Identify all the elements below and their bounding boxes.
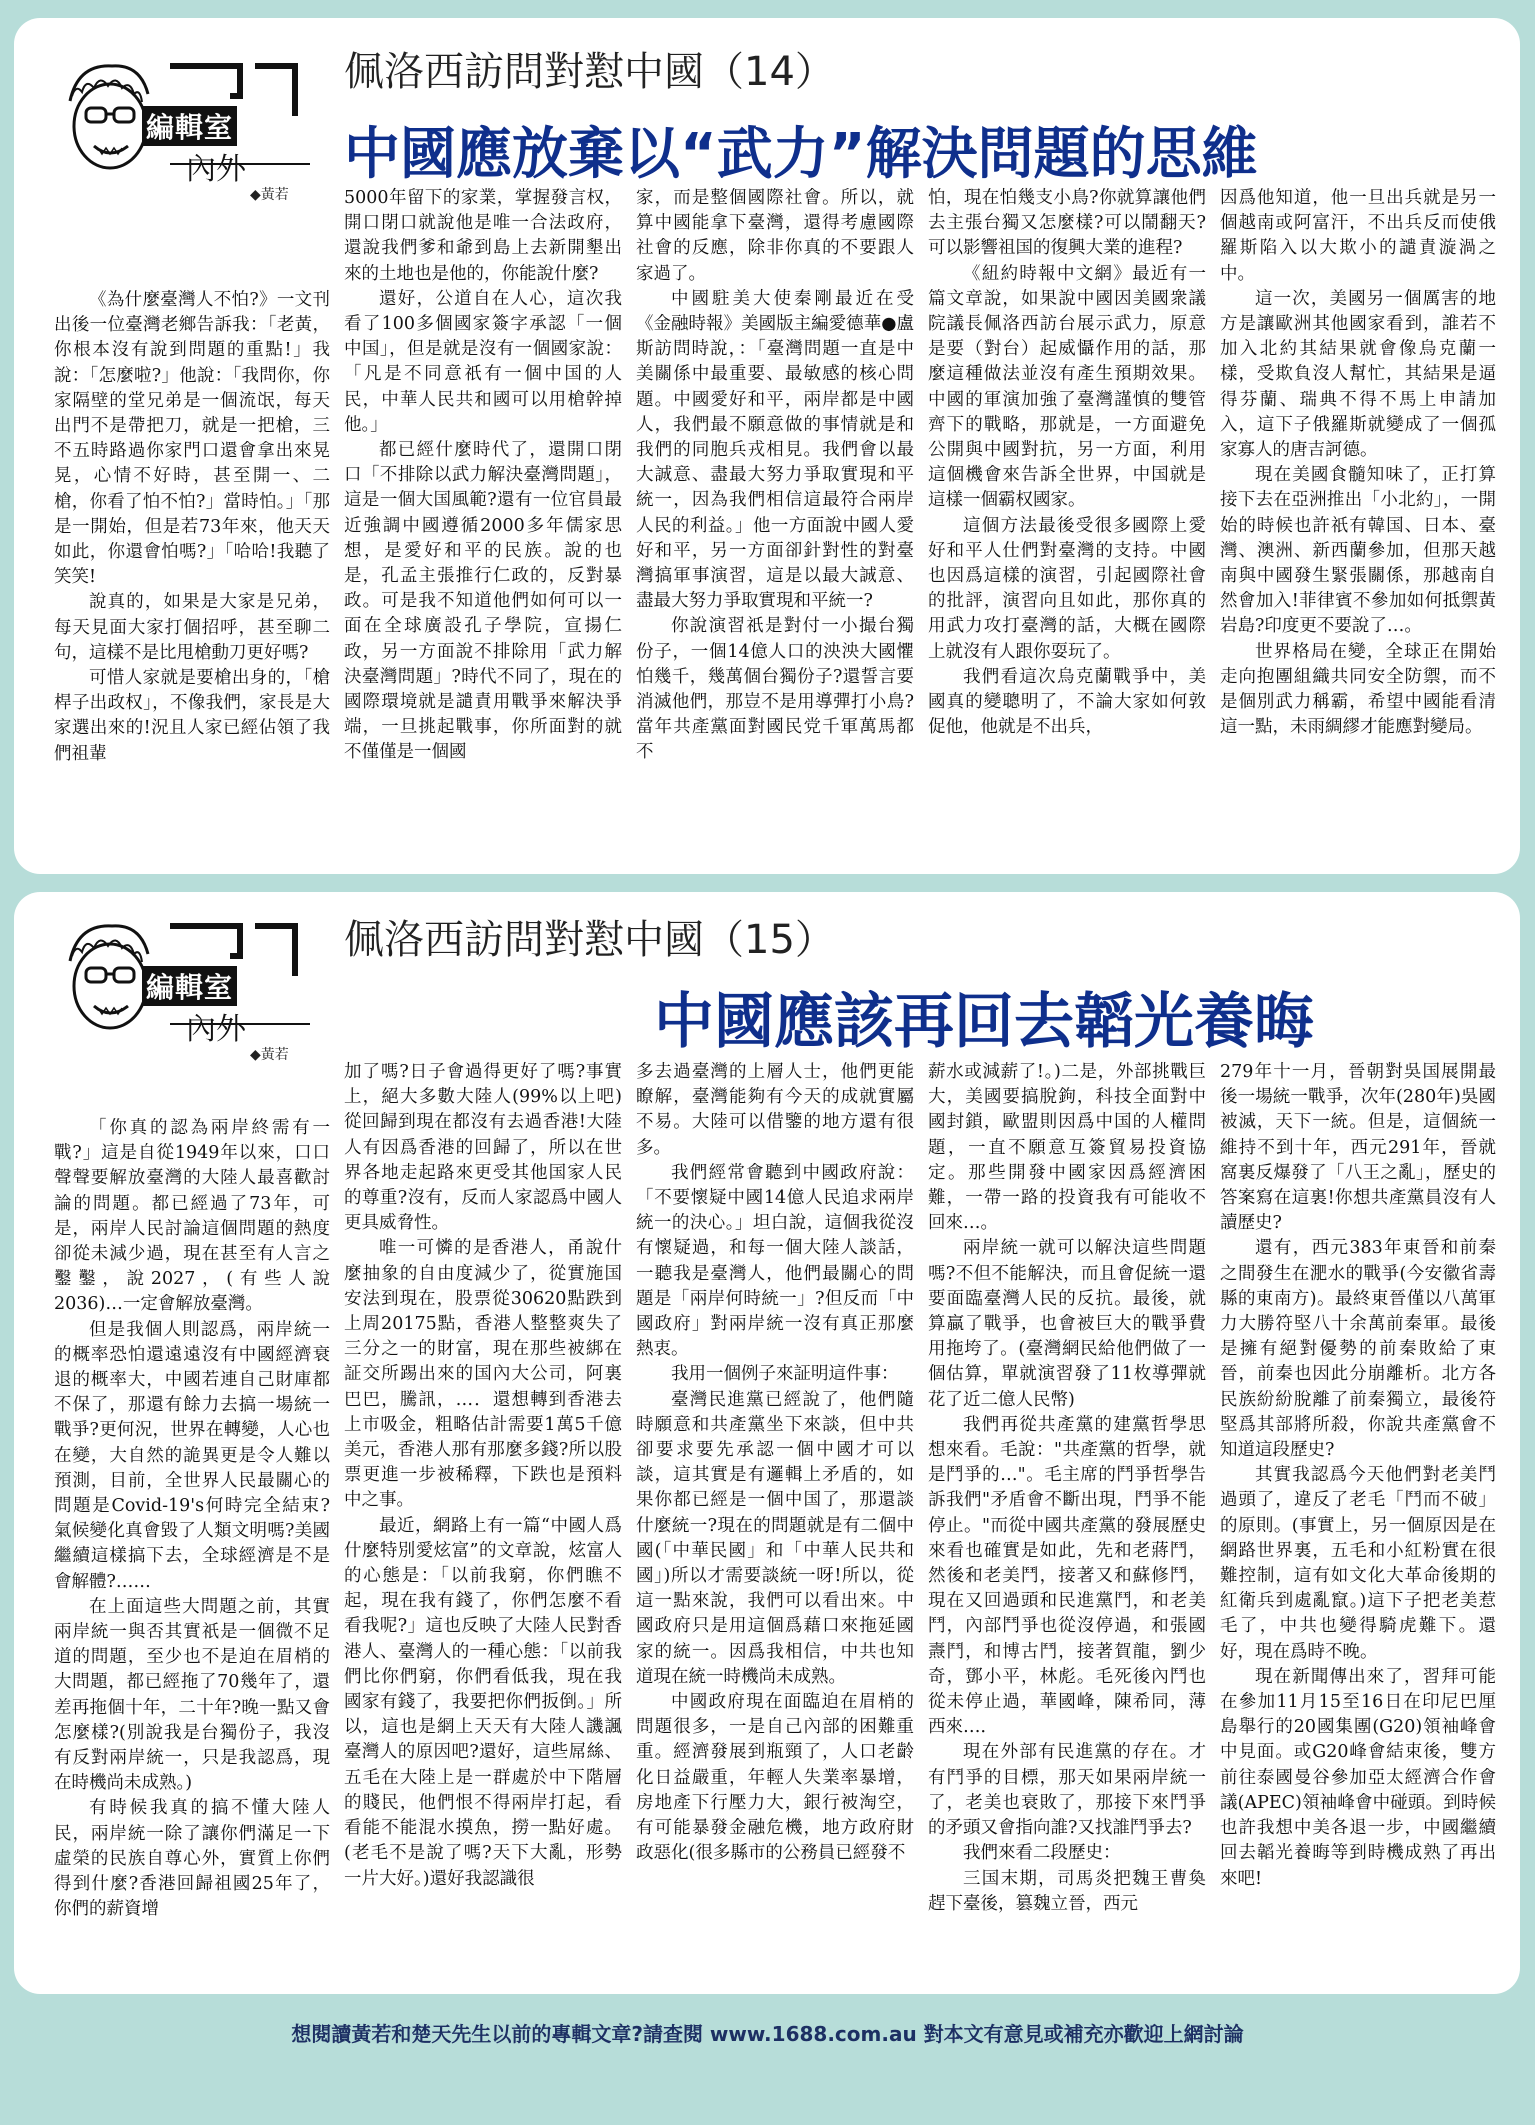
paragraph: 「你真的認為兩岸終需有一戰?」這是自從1949年以來，口口聲聲要解放臺灣的大陸人最喜歡討論的問題。都已經過了73年，可是，兩岸人民討論這個問題的熱度卻從未減少過，現在甚至有人言之鑿鑿，說2027，(有些人說2036)…一定會解放臺灣。 <box>54 1118 330 1315</box>
paragraph: 臺灣民進黨已經說了，他們隨時願意和共產黨坐下來談，但中共卻要求要先承認一個中國才可以談，這其實是有邏輯上矛盾的，如果你都已經是一個中国了，那還談什麼統一?現在的問題就是有二個中國(「中華民國」和「中華人民共和國」)所以才需要談統一呀!所以，從這一點來說，我們可以看出來。中國政府只是用這個爲藉口來拖延國家的統一。因爲我相信，中共也知道現在統一時機尚未成熟。 <box>636 1389 914 1687</box>
author-byline: ◆黃若 <box>250 187 289 203</box>
paragraph: 現在新聞傳出來了，習拜可能在參加11月15至16日在印尼巴厘島舉行的20國集團(G20)領袖峰會中見面。或G20峰會結束後，雙方前往泰國曼谷參加亞太經濟合作會議(APEC)領袖峰會中碰頭。到時候也許我想中美各退一步，中國繼續回去韜光養晦等到時機成熟了再出來吧! <box>1220 1666 1496 1889</box>
footer-notice: 想閱讀黃若和楚天先生以前的專輯文章?請查閱 www.1688.com.au 對本文有意見或補充亦歡迎上網討論 <box>291 2022 1244 2046</box>
section-label: 內外 <box>186 152 246 187</box>
paragraph: 說真的，如果是大家是兄弟，每天見面大家打個招呼，甚至聊二句，這樣不是比甩槍動刀更好嗎? <box>54 592 330 663</box>
headline: 中國應該再回去韜光養晦 <box>654 987 1314 1057</box>
series-title: 佩洛西訪問對懟中國（15） <box>344 917 835 963</box>
paragraph: 都已經什麼時代了，還開口閉口「不排除以武力解決臺灣問題」，這是一個大国風範?還有一位官員最近強調中國遵循2000多年儒家思想，是愛好和平的民族。說的也是，孔孟主張推行仁政的，反對暴政。可是我不知道他們如何可以一面在全球廣設孔子學院，宣揚仁政，另一方面說不排除用「武力解決臺灣問題」?時代不同了，現在的國際環境就是譴責用戰爭來解決爭端，一旦挑起戰事，你所面對的就不僅僅是一個國 <box>344 440 622 763</box>
paragraph: 在上面這些大問題之前，其實兩岸統一與否其實祇是一個微不足道的問題，至少也不是迫在眉梢的大問題，都已經拖了70幾年了，還差再拖個十年，二十年?晚一點又會怎麼樣?(別說我是台獨份子，我沒有反對兩岸統一，只是我認爲，現在時機尚未成熟。) <box>54 1596 330 1794</box>
article-column-1 <box>54 1116 330 1982</box>
paragraph: 現在外部有民進黨的存在。才有鬥爭的目標，那天如果兩岸統一了，老美也衰敗了，那接下來鬥爭的矛頭又會指向誰?又找誰鬥爭去? <box>928 1742 1206 1839</box>
paragraph: 這一次，美國另一個厲害的地方是讓歐洲其他國家看到，誰若不加入北約其結果就會像烏克蘭一樣，受欺負沒人幫忙，其結果是逼得芬蘭、瑞典不得不馬上申請加入，這下子俄羅斯就變成了一個孤家寡人的唐吉訶德。 <box>1220 288 1496 461</box>
series-title: 佩洛西訪問對懟中國（14） <box>344 49 835 95</box>
paragraph: 因爲他知道，他一旦出兵就是另一個越南或阿富汗，不出兵反而使俄羅斯陷入以大欺小的譴責漩渦之中。 <box>1220 188 1496 284</box>
article-column-2 <box>344 1060 622 1982</box>
paragraph: 現在美國食髓知味了，正打算接下去在亞洲推出「小北約」，一開始的時候也許祇有韓国、日本、臺灣、澳洲、新西蘭參加，但那天越南與中國發生緊張關係，那越南自然會加入!菲律賓不參加如何抵禦黃岩島?印度更不要說了…。 <box>1220 465 1496 637</box>
paragraph: 你說演習祇是對付一小撮台獨份子，一個14億人口的泱泱大國懼怕幾千，幾萬個台獨份子?還誓言要消滅他們，那豈不是用導彈打小鳥?當年共產黨面對國民党千軍萬馬都不 <box>636 616 914 763</box>
author-byline: ◆黃若 <box>250 1047 289 1063</box>
paragraph: 可惜人家就是要槍出身的，「槍桿子出政权」，不像我們，家長是大家選出來的!況且人家已經佔領了我們祖輩 <box>54 668 330 764</box>
paragraph: 5000年留下的家業，掌握發言权，開口閉口就說他是唯一合法政府，還說我們爹和爺到島上去新開墾出來的土地也是他的，你能說什麼? <box>344 188 622 284</box>
paragraph: 兩岸統一就可以解決這些問題嗎?不但不能解決，而且會促統一還要面臨臺灣人民的反抗。最後，就算贏了戰爭，也會被巨大的戰爭費用拖垮了。(臺灣網民給他們做了一個估算，單就演習發了11枚導彈就花了近二億人民幣) <box>928 1238 1206 1410</box>
paragraph: 唯一可憐的是香港人，甬說什麼抽象的自由度減少了，從實施国安法到現在，股票從30620點跌到上周20175點，香港人整整爽失了三分之一的財富，現在那些被綁在証交所踢出來的国內大公司，阿裏巴巴，騰訊，…．還想轉到香港去上市吸金，粗略估計需要1萬5千億美元，香港人那有那麼多錢?所以股票更進一步被稀釋，下跌也是預料中之事。 <box>344 1238 622 1511</box>
columnist-logo <box>50 46 350 203</box>
paragraph: 《紐約時報中文網》最近有一篇文章說，如果說中國因美國衆議院議長佩洛西訪台展示武力，原意是要（對台）起威懾作用的話，那麼這種做法並沒有產生預期效果。中國的軍演加強了臺灣謹慎的雙管齊下的戰略，那就是，一方面避免公開與中國對抗，另一方面，利用這個機會來告訴全世界，中国就是這樣一個霸权國家。 <box>928 263 1206 511</box>
paragraph: 《為什麼臺灣人不怕?》一文刊出後一位臺灣老鄉告訴我：「老黃，你根本沒有說到問題的重點!」我說：「怎麼啦?」他說：「我問你，你家隔壁的堂兄弟是一個流氓，每天出門不是帶把刀，就是一把槍，三不五時路過你家門口還會拿出來晃晃，心情不好時，甚至開一、二槍，你看了怕不怕?」當時怕。」「那是一開始，但是若73年來，他天天如此，你還會怕嗎?」「哈哈!我聽了笑笑! <box>54 290 330 588</box>
article-column-5 <box>1220 186 1496 863</box>
headline: 中國應放棄以“武力”解決問題的思維 <box>344 122 1258 187</box>
article-panel-14 <box>14 18 1520 874</box>
page-footer <box>0 2000 1535 2125</box>
masthead-label: 編輯室 <box>142 106 237 146</box>
paragraph: 最近，網路上有一篇“中國人爲什麼特別愛炫富”的文章說，炫富人的心態是：「以前我窮，你們瞧不起，現在我有錢了，你們怎麼不看看我呢?」這也反映了大陸人民對香港人、臺灣人的一種心態：「以前我們比你們窮，你們看低我，現在我國家有錢了，我要把你們扳倒。」所以，這也是網上天天有大陸人譏諷臺灣人的原因吧?還好，這些屌絲、五毛在大陸上是一群處於中下階層的賤民，他們恨不得兩岸打起，看看能不能混水摸魚，撈一點好處。(老毛不是說了嗎?天下大亂，形勢一片大好。)還好我認識很 <box>344 1515 622 1889</box>
columnist-logo <box>50 906 350 1063</box>
paragraph: 但是我個人則認爲，兩岸統一的概率恐怕還遠遠沒有中國經濟衰退的概率大，中國若連自己財庫都不保了，那還有餘力去搞一場統一戰爭?更何況，世界在轉變，人心也在變，大自然的詭異更是令人難以預測，目前，全世界人民最關心的問題是Covid-19's何時完全結束?氣候變化真會毀了人類文明嗎?美國繼續這樣搞下去，全球經濟是不是會解體?…… <box>54 1319 330 1592</box>
paragraph: 279年十一月，晉朝對吳国展開最後一場統一戰爭，次年(280年)吳國被滅，天下一統。但是，這個統一維持不到十年，西元291年，晉就窩裏反爆發了「八王之亂」，歷史的答案寫在這裏!你想共產黨員沒有人讀歷史? <box>1220 1062 1496 1234</box>
paragraph: 中國駐美大使秦剛最近在受《金融時報》美國版主編愛德華●盧斯訪問時說，：「臺灣問題一直是中美關係中最重要、最敏感的核心問題。中國愛好和平，兩岸都是中國人，我們最不願意做的事情就是和我們的同胞兵戎相見。我們會以最大誠意、盡最大努力爭取實現和平統一，因為我們相信這最符合兩岸人民的利益。」他一方面說中國人愛好和平，另一方面卻針對性的對臺灣搞軍事演習，這是以最大誠意、盡最大努力爭取實現和平統一? <box>636 288 914 612</box>
article-column-4 <box>928 186 1206 863</box>
paragraph: 其實我認爲今天他們對老美鬥過頭了，違反了老毛「鬥而不破」的原則。(事實上，另一個原因是在網路世界裏，五毛和小紅粉實在很難控制，這有如文化大革命後期的紅衛兵到處亂竄。)這下子把老美惹毛了，中共也變得騎虎難下。還好，現在爲時不晚。 <box>1220 1465 1496 1662</box>
article-column-3 <box>636 1060 914 1982</box>
paragraph: 還有，西元383年東晉和前秦之間發生在淝水的戰爭(今安徽省壽縣的東南方)。最終東晉僅以八萬軍力大勝符堅八十余萬前秦軍。最後是擁有絕對優勢的前秦敗給了東晉，前秦也因此分崩離析。北方各民族紛紛脫離了前秦獨立，最後符堅爲其部將所殺，你說共產黨會不知道這段歷史? <box>1220 1238 1496 1461</box>
paragraph: 薪水或減薪了!。)二是，外部挑戰巨大，美國要搞脫鉤，科技全面對中國封鎖，歐盟則因爲中国的人權問題，一直不願意互簽貿易投資協定。那些開發中國家因爲經濟困難，一帶一路的投資我有可能收不回來…。 <box>928 1062 1206 1234</box>
article-column-2 <box>344 186 622 863</box>
paragraph: 加了嗎?日子會過得更好了嗎?事實上，絕大多數大陸人(99%以上吧)從回歸到現在都沒有去過香港!大陸人有因爲香港的回歸了，所以在世界各地走起路來更受其他国家人民的尊重?沒有，反而人家認爲中國人更具威脅性。 <box>344 1062 622 1234</box>
paragraph: 我們來看二段歷史： <box>963 1843 1121 1864</box>
paragraph: 我用一個例子來証明這件事： <box>671 1364 899 1385</box>
paragraph: 我們經常會聽到中國政府說：「不要懷疑中國14億人民追求兩岸統一的決心。」坦白說，這個我從沒有懷疑過，和每一個大陸人談話，一聽我是臺灣人，他們最關心的問題是「兩岸何時統一」?但反而「中國政府」對兩岸統一沒有真正那麼熱衷。 <box>636 1162 914 1360</box>
section-label: 內外 <box>186 1012 246 1047</box>
paragraph: 我們看這次烏克蘭戰爭中，美國真的變聰明了，不論大家如何敦促他，他就是不出兵， <box>928 666 1206 738</box>
paragraph: 怕，現在怕幾支小鳥?你就算讓他們去主張台獨又怎麼樣?可以鬧翻天?可以影響祖国的復興大業的進程? <box>928 188 1206 259</box>
paragraph: 世界格局在變，全球正在開始走向抱團組織共同安全防禦，而不是個別武力稱霸，希望中國能看清這一點，未雨綢繆才能應對變局。 <box>1220 641 1496 738</box>
article-column-3 <box>636 186 914 863</box>
article-column-4 <box>928 1060 1206 1982</box>
paragraph: 三国末期，司馬炎把魏王曹奐趕下臺後，篡魏立晉，西元 <box>928 1868 1206 1914</box>
paragraph: 這個方法最後受很多國際上愛好和平人仕們對臺灣的支持。中國也因爲這樣的演習，引起國際社會的批評，演習向且如此，那你真的用武力攻打臺灣的話，大概在國際上就沒有人跟你耍玩了。 <box>928 515 1206 662</box>
paragraph: 有時候我真的搞不懂大陸人民，兩岸統一除了讓你們滿足一下虛榮的民族自尊心外，實質上你們得到什麼?香港回歸祖國25年了，你們的薪資增 <box>54 1798 330 1920</box>
paragraph: 家，而是整個國際社會。所以，就算中國能拿下臺灣，還得考慮國際社會的反應，除非你真的不要跟人家過了。 <box>636 188 914 284</box>
article-column-5 <box>1220 1060 1496 1982</box>
article-column-1 <box>54 288 330 863</box>
paragraph: 中國政府現在面臨迫在眉梢的問題很多，一是自己內部的困難重重。經濟發展到瓶頸了，人口老齡化日益嚴重，年輕人失業率暴增，房地產下行壓力大，銀行被淘空，有可能暴發金融危機，地方政府財政惡化(很多縣市的公務員已經發不 <box>636 1692 914 1864</box>
paragraph: 還好，公道自在人心，這次我看了100多個國家簽字承認「一個中国」，但是就是沒有一個國家說：「凡是不同意祇有一個中国的人民，中華人民共和國可以用槍幹掉他。」 <box>344 288 622 435</box>
paragraph: 多去過臺灣的上層人士，他們更能瞭解，臺灣能夠有今天的成就實屬不易。大陸可以借鑒的地方還有很多。 <box>636 1062 914 1158</box>
article-panel-15 <box>14 892 1520 1994</box>
masthead-label: 編輯室 <box>142 966 237 1006</box>
paragraph: 我們再從共產黨的建黨哲學思想來看。毛說："共產黨的哲學，就是鬥爭的…"。毛主席的鬥爭哲學告訴我們"矛盾會不斷出現，鬥爭不能停止。"而從中國共產黨的發展歷史來看也確實是如此，先和老蔣鬥，然後和老美鬥，接著又和蘇修鬥，現在又回過頭和民進黨鬥，和老美鬥，內部鬥爭也從沒停過，和張國燾鬥，和博古鬥，接著賀龍，劉少奇，鄧小平，林彪。毛死後內鬥也從未停止過，華國峰，陳希同，薄西來…． <box>928 1414 1206 1738</box>
